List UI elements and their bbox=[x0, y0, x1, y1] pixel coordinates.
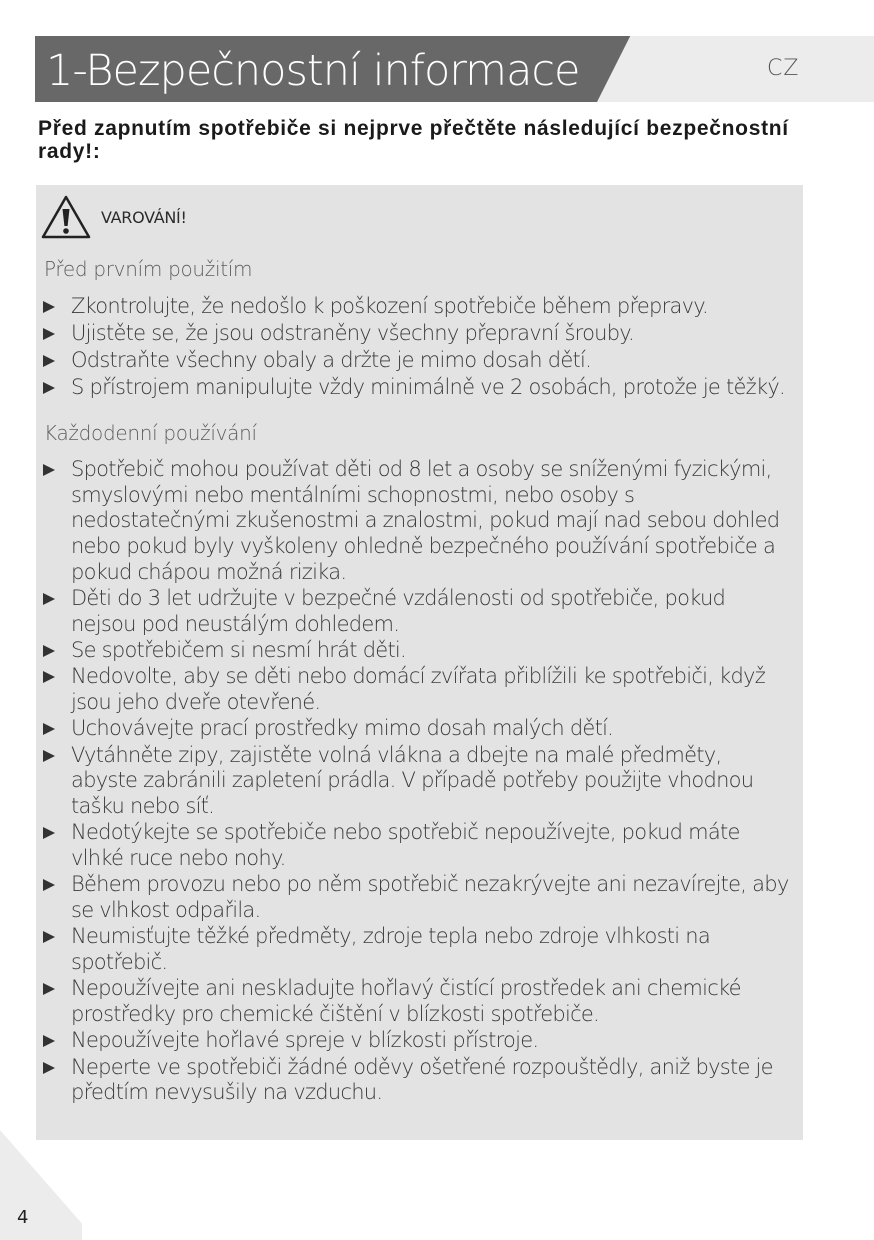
bullet-arrow-icon bbox=[43, 671, 55, 683]
bullet-arrow-icon bbox=[43, 1062, 55, 1074]
bullet-arrow-icon bbox=[43, 879, 55, 891]
daily-use-list bbox=[36, 457, 803, 1107]
list-item: Neperte ve spotřebiči žádné oděvy ošetřené rozpouštědly, aniž byste je předtím nevysušily na vzduchu. bbox=[36, 1055, 803, 1106]
bullet-arrow-icon bbox=[43, 328, 55, 340]
bullet-arrow-icon bbox=[43, 983, 55, 995]
section-heading-first-use: Před prvním použitím bbox=[44, 257, 253, 281]
section-heading-daily-use: Každodenní používání bbox=[44, 421, 257, 445]
list-item: Děti do 3 let udržujte v bezpečné vzdálenosti od spotřebiče, pokud nejsou pod neustálým dohledem. bbox=[36, 586, 803, 637]
list-item: Zkontrolujte, že nedošlo k poškození spotřebiče během přepravy. bbox=[36, 294, 803, 320]
list-item: Nepoužívejte hořlavé spreje v blízkosti přístroje. bbox=[36, 1028, 803, 1054]
language-code: CZ bbox=[767, 56, 800, 81]
list-item: Neumisťujte těžké předměty, zdroje tepla nebo zdroje vlhkosti na spotřebič. bbox=[36, 924, 803, 975]
list-item: Uchovávejte prací prostředky mimo dosah malých dětí. bbox=[36, 716, 803, 742]
list-item: Nepoužívejte ani neskladujte hořlavý čistící prostředek ani chemické prostředky pro chemické čištění v blízkosti spotřebiče. bbox=[36, 976, 803, 1027]
intro-text: Před zapnutím spotřebiče si nejprve přečtěte následující bezpečnostní rady!: bbox=[38, 117, 789, 163]
bullet-arrow-icon bbox=[43, 645, 55, 657]
warning-triangle-icon bbox=[40, 194, 92, 240]
warning-label: VAROVÁNÍ! bbox=[101, 208, 187, 227]
page-title: 1-Bezpečnostní informace bbox=[46, 46, 580, 96]
list-item: Nedotýkejte se spotřebiče nebo spotřebič nepoužívejte, pokud máte vlhké ruce nebo nohy. bbox=[36, 820, 803, 871]
page-number: 4 bbox=[17, 1207, 29, 1228]
list-item: Vytáhněte zipy, zajistěte volná vlákna a dbejte na malé předměty, abyste zabránili zapletení prádla. V případě potřeby použijte vhodnou tašku nebo síť. bbox=[36, 743, 803, 820]
list-item: Spotřebič mohou používat děti od 8 let a osoby se sníženými fyzickými, smyslovými nebo mentálními schopnostmi, nebo osoby s nedostatečnými zkušenostmi a znalostmi, pokud mají nad sebou dohled nebo pokud byly vyškoleny ohledně bezpečného používání spotřebiče a pokud chápou možná rizika. bbox=[36, 457, 803, 586]
bullet-arrow-icon bbox=[43, 931, 55, 943]
list-item: Nedovolte, aby se děti nebo domácí zvířata přiblížili ke spotřebiči, když jsou jeho dveře otevřené. bbox=[36, 664, 803, 715]
list-item: S přístrojem manipulujte vždy minimálně ve 2 osobách, protože je těžký. bbox=[36, 375, 803, 401]
bullet-arrow-icon bbox=[43, 1035, 55, 1047]
list-item: Odstraňte všechny obaly a držte je mimo dosah dětí. bbox=[36, 348, 803, 374]
list-item: Během provozu nebo po něm spotřebič nezakrývejte ani nezavírejte, aby se vlhkost odpařila. bbox=[36, 872, 803, 923]
bullet-arrow-icon bbox=[43, 750, 55, 762]
language-tab bbox=[597, 36, 874, 102]
bullet-arrow-icon bbox=[43, 355, 55, 367]
bullet-arrow-icon bbox=[43, 723, 55, 735]
list-item: Se spotřebičem si nesmí hrát děti. bbox=[36, 638, 803, 664]
list-item: Ujistěte se, že jsou odstraněny všechny přepravní šrouby. bbox=[36, 321, 803, 347]
bullet-arrow-icon bbox=[43, 827, 55, 839]
bullet-arrow-icon bbox=[43, 593, 55, 605]
bullet-arrow-icon bbox=[43, 301, 55, 313]
footer-corner bbox=[0, 1130, 82, 1240]
first-use-list bbox=[36, 294, 803, 402]
bullet-arrow-icon bbox=[43, 464, 55, 476]
bullet-arrow-icon bbox=[43, 382, 55, 394]
